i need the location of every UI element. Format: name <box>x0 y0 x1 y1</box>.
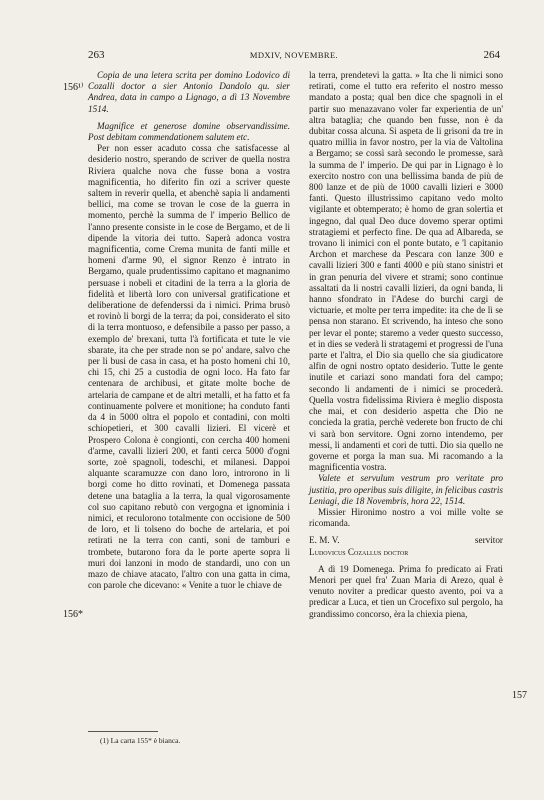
letter-salutation: Magnifice et generose domine observandissime. Post debitam commendationem salutem etc. <box>88 120 290 143</box>
page-number-left: 263 <box>88 49 105 61</box>
letter-body-right: la terra, prendetevi la gatta. » Ita che li nimici sono retirati, come el tutto era referito el nostro messo mandato a posta; qual ben dice che spagnoli in el partir suo menazavano voler far experientia de un' altra bataglia; che quando ben fusse, non è da dubitar cossa alcuna. Si aspeta de li grisoni da tre in quatro millia in favor nostro, per la via de Valtolina a Bergamo; se cossì sarà secondo le promesse, sarà la summa de l' imperio. De qui par in Lignago è lo exercito nostro con una bellissima banda de più de 800 lanze et de più de 1000 cavalli lizieri e 3000 fanti. Questo illustrissimo capitano vedo molto vigilante et obtemperato; è homo de gran solertia et ingegno, dal qual Deo duce dovemo sperar optimi stratagiemi et perfecto fine. De qua ad Albareda, se trovano li inimici con el ponte butato, e 'l capitanio Archon et marchese da Pescara con lanze 300 e cavalli lizieri 300 e fanti 4000 e più stano sinistri et in gran penuria del vivere et strami; sono continue assaltati da li nostri cavalli lizieri, da ogni banda, li hanno sfondrato in l'Adese do burchi cargi de victuarie, et molte per terra impedite: ita che de lì se pensa non starano. Et scrivendo, ha inteso che sono per levar el ponte; staremo a veder questo successo, et in dies se vederà li stratagemi et progressi de l'una parte et l'altra, el Dio sia quello che sia giudicatore alfin de ogni nostro optato desiderio. Tutte le gente inutile et cariazi sono mandati fora del campo; secondo li andamenti de i nimici se procederà. Quella vostra fidelissima Riviera è meglio disposta che mai, et con desiderio aspetta che Dio ne concieda la gratia, perchè vederete bon fructo de chi vi sarà bon servitore. Ogni zorno intendemo, per messi, li andamenti et cori de tutti. Dio sia quello ne governe et porga la man sua. Mi racomando a la magnificentia vostra. <box>309 70 503 473</box>
margin-note-156a: 156¹⁾ <box>63 82 84 93</box>
margin-note-156b: 156* <box>63 609 83 620</box>
letter-body-left: Per non esser acaduto cossa che satisfacesse al desiderio nostro, sperando de scriver de quella nostra Riviera qualche nova che fusse bona a vostra magnificentia, ho diferito fin ozi a scriver queste saltem in reverir quella, et abenchè sapia li andamenti bellici, ma come se trovan le cose de la guerra in momento, perchè la summa de l' imperio Bellico de l'anno presente consiste in le cose de Bergamo, et de li dipende la vitoria dei tutto. Saperà adonca vostra magnificentia, come Crema munita de fanti mille et homeni d'arme 90, el signor Renzo è intrato in Bergamo, quale prudentissimo capitano et magnanimo persuase i nobeli et citadini de la terra a la gloria de fidelità et libertà loro con universal gratificatione et deliberatione de defenderssi da i nimici. Prima brusò et rovinò li borgi de la terra; da poi, considerato el sito di la terra montuoso, e defensibile a passo per passo, a exemplo de' brexani, tutta l'à fortificata et tute le vie sbarate, ita che per strade non se po' andare, salvo che per li busi de casa in casa, et ha posto homeni chi 10, chi 15, chi 25 a custodia de ogni loco. Ha fato far centenara de archibusi, et gitate molte boche de artelaria de campane et de altri metalli, et ha fatto et fa continuamente polvere et monitione; ha conduto fanti da 4 in 5000 oltra el popolo et contadini, con molti schiopetieri, et 300 cavalli lizieri. El vicerè et Prospero Colona è congionti, con cercha 400 homeni d'arme, cavalli lizieri 200, et fanti cerca 5000 d'ogni sorte, zoè spagnoli, todeschi, et milanesi. Dappoi alquante scaramuzze con dano loro, introrono in li borgi come ho ditto rovinati, et Domenega passata detene una bataglia a la terra, la qual vigorosamente col suo capitano rebutò con vergogna et ignominia i nimici, et reculorono totalmente con occisione de 500 de loro, et li tolseno do boche de artelaria, et poi retirati ne la terra con canti, soni de tamburi e trombete, butarono fora da le porte aperte sopra li muri doi lanzoni in modo de standardi, uno con un mazo de chiave atacato, l'altro con una gatta in cima, con parole che dicevano: « Venite a tuor le chiave de <box>88 143 290 591</box>
right-column <box>309 70 503 620</box>
margin-note-157: 157 <box>512 690 527 701</box>
signature-initials: E. M. V. <box>309 535 340 546</box>
footnote: (1) La carta 155* è bianca. <box>100 736 181 745</box>
letter-title: Copia de una letera scrita per domino Lodovico di Cozalli doctor a sier Antonio Dandolo qu. sier Andrea, data in campo a Lignago, a dì 13 Novembre 1514. <box>88 70 290 114</box>
signature-name: Ludovicus Cozallus doctor <box>309 546 409 557</box>
signature-row <box>309 535 503 546</box>
footnote-rule <box>88 731 158 732</box>
left-column <box>88 70 290 591</box>
page-number-right: 264 <box>483 49 500 61</box>
running-header <box>88 49 500 63</box>
signature-role: servitor <box>474 535 503 546</box>
letter-postscript: Missier Hironimo nostro a voi mille volte se ricomanda. <box>309 506 503 529</box>
diary-entry: A dì 19 Domenega. Prima fo predicato ai Frati Menori per quel fra' Zuan Maria di Arezo, qual è venuto noviter a predicar questo avento, poi va a predicar a Luca, et tien un Crocefixo sul pergolo, ha grandissimo concorso, èra la chiexia piena, <box>309 563 503 619</box>
running-title: MDXIV, NOVEMBRE. <box>249 50 339 60</box>
letter-closing: Valete et servulum vestrum pro veritate pro justitia, pro operibus suis diligite, in felicibus castris Leniagi, die 18 Novembris, hora 22, 1514. <box>309 473 503 506</box>
